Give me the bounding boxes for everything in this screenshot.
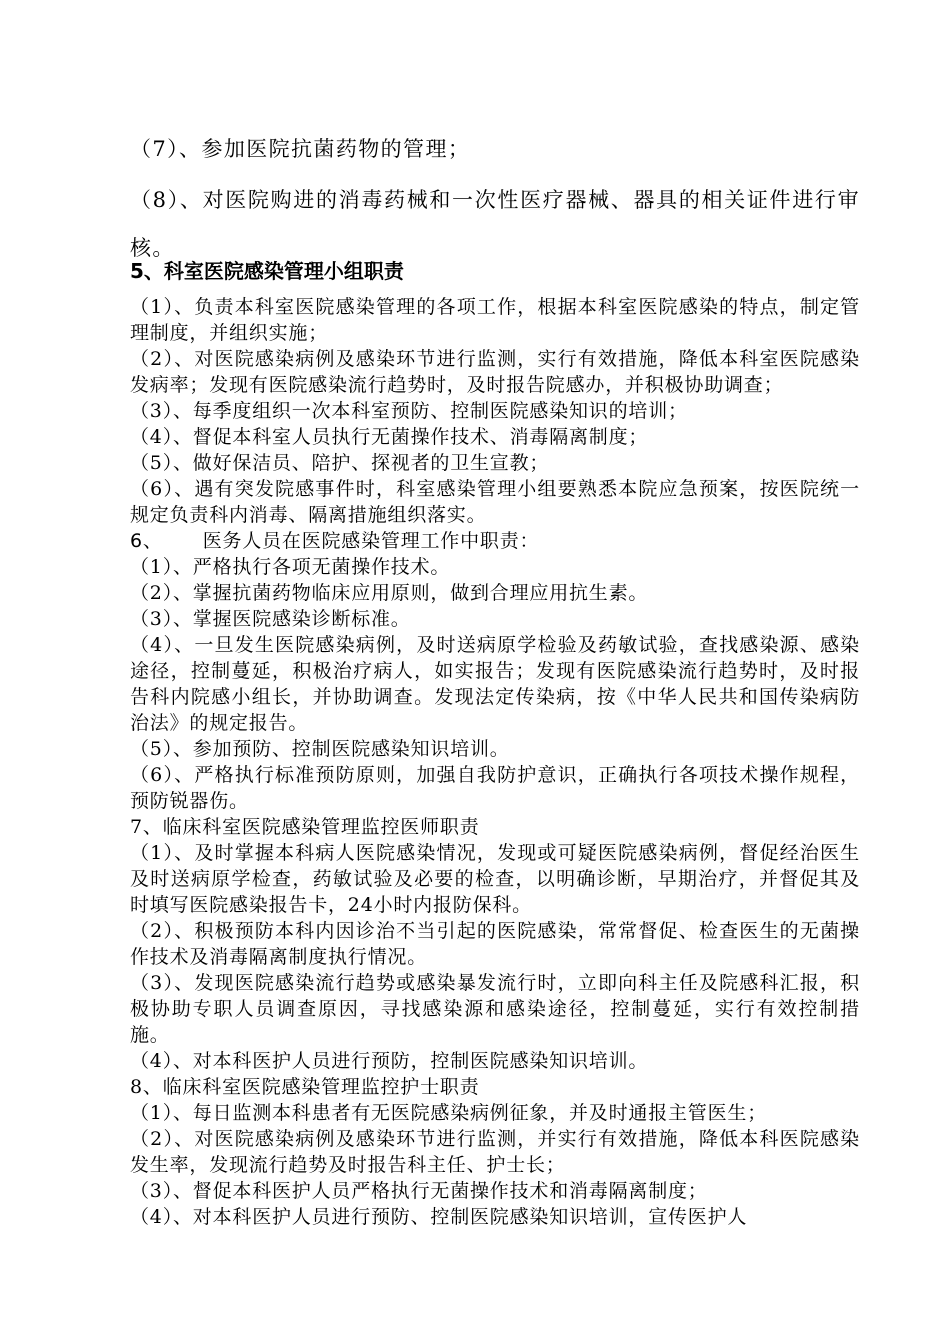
list-item: （1）、每日监测本科患者有无医院感染病例征象，并及时通报主管医生； — [130, 1102, 767, 1124]
list-item: （6）、遇有突发院感事件时，科室感染管理小组要熟悉本院应急预案，按医院统一规定负责科内消毒、隔离措施组织落实。 — [130, 478, 860, 526]
section-8-title: 8、临床科室医院感染管理监控护士职责 — [130, 1076, 480, 1098]
list-item: （4）、督促本科室人员执行无菌操作技术、消毒隔离制度； — [130, 426, 649, 448]
list-item: （2）、对医院感染病例及感染环节进行监测，并实行有效措施，降低本科医院感染发生率，发现流行趋势及时报告科主任、护士长； — [130, 1128, 860, 1176]
section-6-title — [130, 528, 860, 554]
list-item: （3）、督促本科医护人员严格执行无菌操作技术和消毒隔离制度； — [130, 1180, 708, 1202]
item-8: （8）、对医院购进的消毒药械和一次性医疗器械、器具的相关证件进行审核。 — [130, 188, 860, 260]
list-item: （1）、负责本科室医院感染管理的各项工作，根据本科室医院感染的特点，制定管理制度，并组织实施； — [130, 296, 860, 344]
list-item: （4）、一旦发生医院感染病例，及时送病原学检验及药敏试验，查找感染源、感染途径，控制蔓延，积极治疗病人，如实报告；发现有医院感染流行趋势时，及时报告科内院感小组长，并协助调查。发现法定传染病，按《中华人民共和国传染病防治法》的规定报告。 — [130, 634, 860, 734]
list-item: （3）、掌握医院感染诊断标准。 — [130, 608, 411, 630]
section-7-title: 7、临床科室医院感染管理监控医师职责 — [130, 816, 480, 838]
list-item: （1）、严格执行各项无菌操作技术。 — [130, 556, 451, 578]
list-item: （1）、及时掌握本科病人医院感染情况，发现或可疑医院感染病例，督促经治医生及时送病原学检查，药敏试验及必要的检查，以明确诊断，早期治疗，并督促其及时填写医院感染报告卡，24小时内报防保科。 — [130, 842, 860, 916]
list-item: （2）、积极预防本科内因诊治不当引起的医院感染，常常督促、检查医生的无菌操作技术及消毒隔离制度执行情况。 — [130, 920, 860, 968]
list-item: （3）、每季度组织一次本科室预防、控制医院感染知识的培训； — [130, 400, 688, 422]
list-item: （4）、对本科医护人员进行预防，控制医院感染知识培训。 — [130, 1050, 649, 1072]
section-5-list — [130, 294, 860, 1230]
section-6-number: 6、 — [130, 530, 163, 552]
list-item: （4）、对本科医护人员进行预防、控制医院感染知识培训，宣传医护人 — [130, 1206, 748, 1228]
list-item: （2）、对医院感染病例及感染环节进行监测，实行有效措施，降低本科室医院感染发病率；发现有医院感染流行趋势时，及时报告院感办，并积极协助调查； — [130, 348, 860, 396]
list-item: （6）、严格执行标准预防原则，加强自我防护意识，正确执行各项技术操作规程，预防锐器伤。 — [130, 764, 860, 812]
item-7: （7）、参加医院抗菌药物的管理； — [130, 137, 471, 161]
section-6-heading: 医务人员在医院感染管理工作中职责： — [202, 530, 540, 552]
list-item: （3）、发现医院感染流行趋势或感染暴发流行时，立即向科主任及院感科汇报，积极协助专职人员调查原因，寻找感染源和感染途径，控制蔓延，实行有效控制措施。 — [130, 972, 860, 1046]
list-item: （5）、做好保洁员、陪护、探视者的卫生宣教； — [130, 452, 550, 474]
list-item: （5）、参加预防、控制医院感染知识培训。 — [130, 738, 510, 760]
list-item: （2）、掌握抗菌药物临床应用原则，做到合理应用抗生素。 — [130, 582, 649, 604]
section-5-title: 5、科室医院感染管理小组职责 — [130, 259, 404, 283]
